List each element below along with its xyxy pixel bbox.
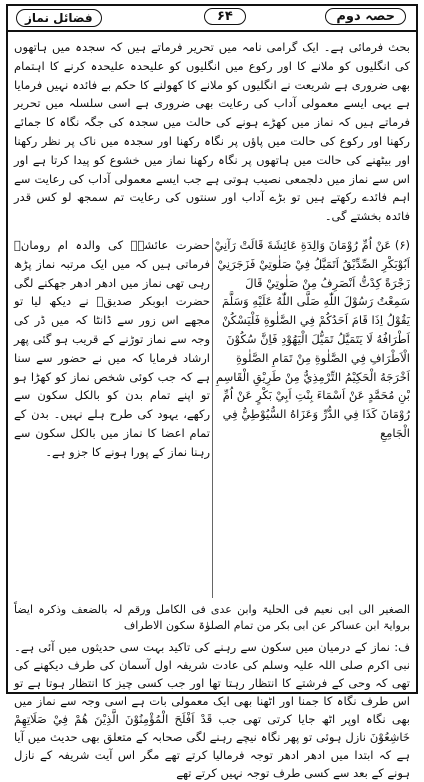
explanatory-note: ف: نماز کے درمیان میں سکون سے رہنے کی تاکید بہت سی حدیثوں میں آئی ہے۔ نبی اکرم صلی اللہ علیہ وسلم کی عادت شریفہ اول آسمان کی طرف دیکھنے کی تھی کہ وحی کے فرشتے کا انتظار رہتا تھا اور جب کسی چیز کا انتظار ہوتا ہے تو اس طرف نگاہ کا جمنا اور اٹھنا بھی ایک معمولی بات ہے اسی وجہ سے نماز میں بھی نگاہ اوپر اٹھ جایا کرتی تھی جب قَدْ اَفْلَحَ الْمُؤْمِنُوْنَ الَّذِيْنَ هُمْ فِيْ صَلَاتِهِمْ خَاشِعُوْنَ نازل ہوئی تو پھر نگاہ نیچے رہنے لگی صحابہ کے متعلق بھی حدیث میں آیا ہے کہ ابتدا میں ادھر ادھر توجہ فرمالیا کرتے تھے مگر اس آیت شریفہ کے نازل ہونے کے بعد سے کسی طرف توجہ نہیں کرتے تھے (14, 640, 410, 780)
book-title: فضائل نماز (16, 9, 102, 27)
column-divider (212, 238, 213, 598)
chapter-title: حصہ دوم (325, 8, 406, 25)
page-header (8, 6, 416, 32)
hadith-arabic-text: (۶) عَنْ اُمِّ رُوْمَانَ وَالِدَةِ عَائِشَةَ قَالَتْ رَآنِيْ اَبُوْبَكْرِ الصِّدِّيْقُ اَتَمَيَّلُ فِيْ صَلٰوتِيْ فَزَجَرَنِيْ زَجْرَةً كِدْتُّ اَنْصَرِفُ مِنْ صَلٰوتِيْ قَالَ سَمِعْتُ رَسُوْلَ اللّٰهِ صَلَّى اللّٰهُ عَلَيْهِ وَسَلَّمَ يَقُوْلُ اِذَا قَامَ اَحَدُكُمْ فِي الصَّلٰوةِ فَلْيَسْكُنْ اَطْرَافُهُ لَا يَتَمَيَّلُ تَمَيُّلَ الْيَهُوْدِ فَاِنَّ سُكُوْنَ الْاَطْرَافِ فِي الصَّلٰوةِ مِنْ تَمَامِ الصَّلٰوةِ اَخْرَجَهُ الْحَكِيْمُ التِّرْمِذِيُّ مِنْ طَرِيْقِ الْقَاسِمِ بْنِ مُحَمَّدٍ عَنْ اَسْمَاءَ بِنْتِ اَبِيْ بَكْرٍ عَنْ اُمِّ رُوْمَانَ كَذَا فِي الدُّرِّ وَعَزَاهُ السُّيُوْطِيُّ فِي الْجَامِعِ (214, 238, 410, 440)
page (6, 4, 418, 780)
page-number: ۶۴ (204, 8, 246, 25)
hadith-source-reference: الصغیر الی ابی نعیم فی الحلیۃ وابن عدی فی الکامل ورقم لہ بالضعف وذکرہ ایضاً بروایۃ ابن عساکر عن ابی بکر من تمام الصلوٰۃ سکون الاطراف (14, 603, 410, 632)
hadith-urdu-translation: حضرت عائشہؓ کی والدہ ام رومانؓ فرماتی ہیں کہ میں ایک مرتبہ نماز پڑھ رہی تھی نماز میں ادھر ادھر جھکنے لگی حضرت ابوبکر صدیقؓ نے دیکھ لیا تو مجھے اس زور سے ڈانٹا کہ میں ڈر کی وجہ سے نماز توڑنے کے قریب ہو گئی پھر ارشاد فرمایا کہ میں نے حضور سے سنا ہے کہ جب کوئی شخص نماز کو کھڑا ہو تو اپنے تمام بدن کو بالکل سکون سے رکھے، یہود کی طرح ہلے نہیں۔ بدن کے تمام اعضا کا نماز میں بالکل سکون سے رہنا نماز کے پورا ہونے کا جزو ہے۔ (14, 238, 210, 459)
intro-paragraph: بحث فرمائی ہے۔ ایک گرامی نامہ میں تحریر فرماتے ہیں کہ سجدہ میں ہاتھوں کی انگلیوں کو ملانے کا اور رکوع میں انگلیوں کو علیحدہ علیحدہ کرنے کا اہتمام بھی ضروری ہے شریعت نے انگلیوں کو ملانے کا کھولنے کا حکم بے فائدہ نہیں فرمایا ہے یہی ایسے معمولی آداب کی رعایت بھی ضروری ہے اسی سلسلہ میں تحریر فرماتے ہیں کہ نماز میں کھڑے ہونے کی حالت میں سجدہ کی جگہ نگاہ کا جمائے رکھنا اور رکوع کی حالت میں پاؤں پر نگاہ رکھنا اور سجدہ میں ناک پر نظر رکھنا اور بیٹھنے کی حالت میں ہاتھوں پر نگاہ رکھنا نماز میں خشوع کو پیدا کرتا ہے اور اس سے نماز میں دلجمعی نصیب ہوتی ہے جب ایسے معمولی آداب کی رعایت سے اہم فائدے رکھتے ہیں تو بڑے آداب اور سنتوں کی رعایت تم سمجھ لو کس قدر فائدہ بخشتے گی۔ (14, 40, 410, 224)
